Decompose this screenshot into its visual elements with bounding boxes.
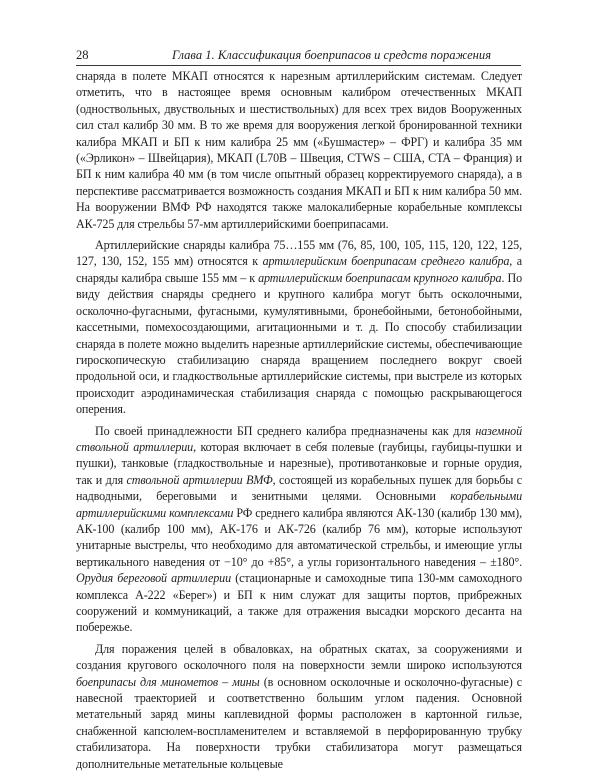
italic-term: Орудия береговой артиллерии — [76, 571, 232, 586]
text-run: (в основном осколочные и осколочно-фугасные) с навесной траекторией и соответственно большим углом падения. Основной метательный заряд мины каплевидной формы расположен в картонной гильзе, снабженной капсюлем-воспламенителем и вставляемой в перфорированную трубку стабилизатора. На поверхности трубки стабилизатора могут размещаться дополнительные метательные кольцевые — [76, 674, 522, 771]
text-run: , которая включает в себя полевые (гаубицы, гаубицы-пушки и пушки), танковые (гладкоствольные и нарезные), противотанковые и горные орудия, так и для — [76, 439, 522, 487]
paragraph — [76, 641, 522, 772]
text-run: По своей принадлежности БП среднего калибра предназначены как для — [95, 423, 476, 438]
header-divider — [76, 65, 521, 66]
text-run: РФ среднего калибра являются АК-130 (калибр 130 мм), АК-100 (калибр 100 мм), АК-176 и АК-726 (калибр 76 мм), которые используют унитарные выстрелы, что необходимо для автоматической стрельбы, и имеющие углы вертикального наведения от −10° до +85°, а углы горизонтального наведения – ±180°. — [76, 505, 522, 569]
text-run: Для поражения целей в обваловках, на обратных скатах, за сооружениями и создания кругового осколочного поля на поверхности земли широко используются — [76, 641, 522, 673]
paragraph — [76, 68, 522, 232]
italic-term: наземной ствольной артиллерии — [76, 423, 522, 454]
chapter-running-title: Глава 1. Классификация боеприпасов и средств поражения — [172, 48, 492, 62]
italic-term: ствольной артиллерии ВМФ — [126, 472, 273, 487]
text-run: , а снаряды калибра свыше 155 мм – к — [76, 254, 522, 285]
italic-term: артиллерийским боеприпасам среднего калибра — [262, 254, 510, 269]
italic-term: боеприпасы для минометов – мины — [76, 674, 260, 689]
text-run: (стационарные и самоходные типа 130-мм самоходного комплекса А-222 «Берег») и БП к ним служат для защиты портов, прибрежных сооружений и коммуникаций, а также для отражения высадки морского десанта на побережье. — [76, 571, 522, 635]
body-text — [76, 68, 522, 772]
paragraph — [76, 237, 522, 417]
paragraph — [76, 423, 522, 636]
text-run: . По виду действия снаряды среднего и крупного калибра могут быть осколочными, осколочно-фугасными, фугасными, кумулятивными, бронебойными, бетонобойными, кассетными, помехосоздающими, агитационными и т. д. По способу стабилизации снаряда в полете можно выделить нарезные артиллерийские системы, обеспечивающие гироскопическую стабилизацию снаряда вращением последнего вокруг своей продольной оси, и гладкоствольные артиллерийские системы, при выстреле из которых происходит аэродинамическая стабилизация снаряда с помощью раскрывающегося оперения. — [76, 270, 522, 417]
running-header — [76, 46, 521, 64]
text-run: снаряда в полете МКАП относятся к нарезным артиллерийским системам. Следует отметить, что в настоящее время основным калибром отечественных МКАП (одноствольных, двуствольных и шестиствольных) для всех трех видов Вооруженных сил стал калибр 30 мм. В то же время для вооружения легкой бронированной техники калибра МКАП и БП к ним калибра 25 мм («Бушмастер» – ФРГ) и калибра 35 мм («Эрликон» – Швейцария), МКАП (L70B – Швеция, CTWS – США, CTA – Франция) и БП к ним калибра 40 мм (в том числе опытный образец корректируемого снаряда), а в перспективе рассматривается возможность создания МКАП и БП к ним калибра 50 мм. На вооружении ВМФ РФ находятся также малокалиберные корабельные комплексы АК-725 для стрельбы 57-мм артиллерийскими боеприпасами. — [76, 69, 522, 231]
page-number: 28 — [76, 48, 89, 62]
text-run: , состоящей из корабельных пушек для борьбы с надводными, береговыми и зенитными целями. Основными — [76, 472, 522, 504]
italic-term: корабельными артиллерийскими комплексами — [76, 489, 522, 520]
text-run: Артиллерийские снаряды калибра 75…155 мм (76, 85, 100, 105, 115, 120, 122, 125, 127, 130, 152, 155 мм) относятся к — [76, 238, 522, 269]
italic-term: артиллерийским боеприпасам крупного калибра — [258, 270, 502, 285]
